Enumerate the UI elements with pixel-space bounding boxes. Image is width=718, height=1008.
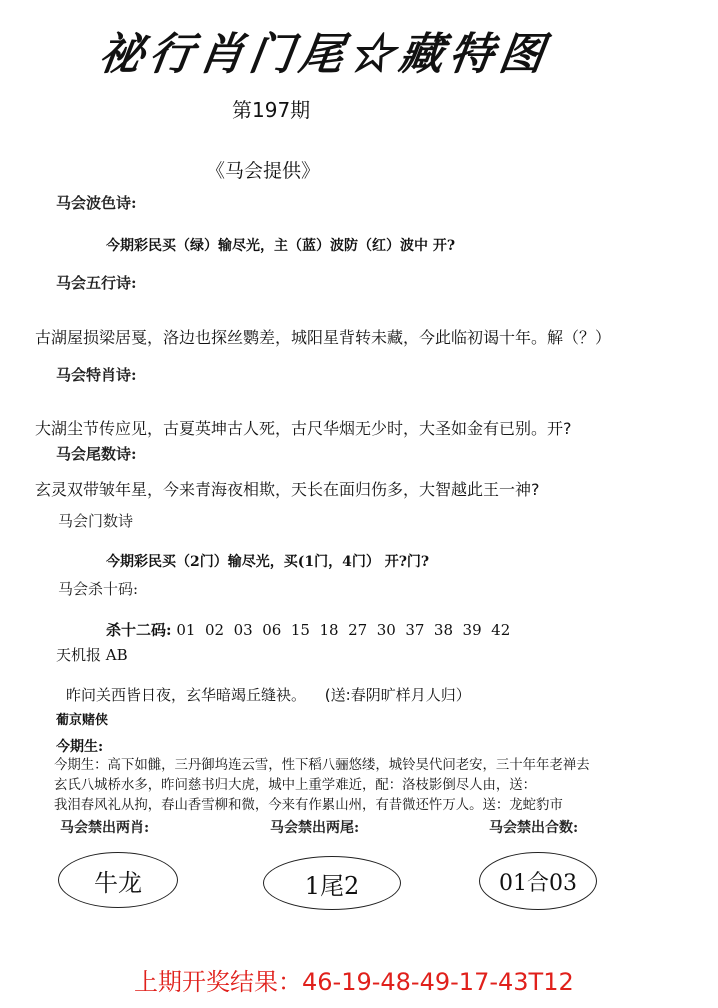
ban-tail-oval xyxy=(263,856,401,910)
five-elements-poem: 古湖屋损梁居戛，洛边也探丝鹦差，城阳星背转未藏，今此临初谒十年。解（？） xyxy=(35,328,612,347)
kill-ten-label: 马会杀十码: xyxy=(58,580,139,598)
today-line-1: 今期生：高下如雠，三丹御坞连云雪，性下稻八骊悠缕，城铃昊代问老安，三十年年老禅去 xyxy=(54,758,590,773)
tail-number-label: 马会尾数诗: xyxy=(56,445,137,463)
ban-zodiac-oval xyxy=(58,852,178,908)
door-number-label: 马会门数诗 xyxy=(58,512,134,530)
issue-number: 第197期 xyxy=(232,98,311,122)
tianji-text xyxy=(66,684,471,705)
today-line-3: 我泪春风礼从拘，春山香雪柳和微，今来有作累山州，有昔微还忤万人。送：龙蛇豹市 xyxy=(54,798,563,813)
tail-number-poem: 玄灵双带皱年星，今来青海夜相欺，天长在面归伤多，大智越此王一神? xyxy=(35,480,540,499)
wave-color-label: 马会波色诗: xyxy=(56,194,137,212)
special-zodiac-label: 马会特肖诗: xyxy=(56,366,137,384)
tianji-label: 天机报 AB xyxy=(56,646,128,664)
five-elements-label: 马会五行诗: xyxy=(56,274,137,292)
puxin-label: 葡京赌侠 xyxy=(56,713,109,728)
wave-color-poem: 今期彩民买（绿）输尽光，主（蓝）波防（红）波中 开? xyxy=(106,238,456,254)
ban-combo-oval xyxy=(479,852,597,910)
kill-twelve-row xyxy=(106,619,510,640)
ban-combo-value: 01合03 xyxy=(499,870,577,896)
provided-by: 《马会提供》 xyxy=(206,160,321,182)
last-draw-result: 上期开奖结果：46-19-48-49-17-43T12 xyxy=(134,968,574,996)
today-label: 今期生: xyxy=(56,739,104,755)
door-number-poem: 今期彩民买（2门）输尽光，买(1门，4门） 开?门? xyxy=(106,554,430,570)
tianji-poem: 昨问关西皆日夜，玄华暗竭丘缝袂。 xyxy=(66,686,307,704)
today-line-2: 玄氏八城桥水多，昨问慈书归大虎，城中上重学难近，配：洛枝影倒尽人由，送： xyxy=(54,778,537,793)
page-title: 祕行肖门尾☆藏特图 xyxy=(95,29,553,80)
tianji-send: (送:春阴旷样月人归） xyxy=(324,686,471,704)
ban-tail-value: 1尾2 xyxy=(304,871,360,900)
kill-twelve-numbers: 01 02 03 06 15 18 27 30 37 38 39 42 xyxy=(176,621,511,639)
ban-zodiac-value: 牛龙 xyxy=(94,868,142,897)
kill-twelve-prefix: 杀十二码: xyxy=(106,621,172,639)
ban-tail-label: 马会禁出两尾: xyxy=(270,820,360,836)
ban-combo-label: 马会禁出合数: xyxy=(489,820,579,836)
ban-zodiac-label: 马会禁出两肖: xyxy=(60,820,150,836)
special-zodiac-poem: 大湖尘节传应见，古夏英坤古人死，古尺华烟无少时，大圣如金有已别。开? xyxy=(35,419,572,438)
